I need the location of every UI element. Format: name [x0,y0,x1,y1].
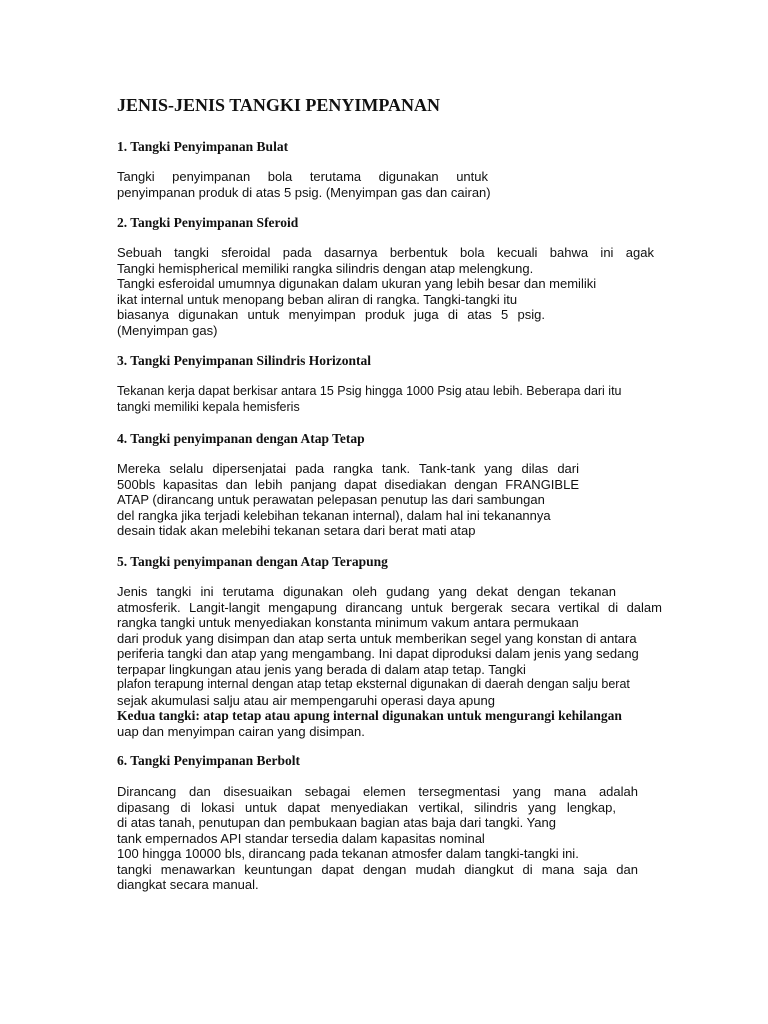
body-line: diangkat secara manual. [117,877,259,892]
section-body-3 [117,384,622,415]
body-line: ikat internal untuk menopang beban aliran di rangka. Tangki-tangki itu [117,291,518,307]
body-line-text: dipasang di lokasi untuk dapat menyediakan vertikal, silindris yang lengkap, [117,799,616,815]
body-line [117,584,616,600]
section-body-5 [117,584,682,739]
body-line-text: biasanya digunakan untuk menyimpan produk juga di atas 5 psig. [117,307,545,322]
body-line: di atas tanah, penutupan dan pembukaan bagian atas baja dari tangki. Yang [117,815,556,830]
body-line: Tangki hemispherical memiliki rangka silindris dengan atap melengkung. [117,260,534,276]
body-line: dari produk yang disimpan dan atap serta untuk memberikan segel yang konstan di antara [117,630,637,646]
body-line [117,307,545,323]
body-line: tank empernados API standar tersedia dalam kapasitas nominal [117,830,485,846]
body-line: atmosferik. Langit-langit mengapung dirancang untuk bergerak secara vertikal di dalam [117,599,662,615]
section-body-1 [117,169,491,200]
body-line: 100 hingga 10000 bls, dirancang pada tekanan atmosfer dalam tangki-tangki ini. [117,846,579,861]
body-line: 500bls kapasitas dan lebih panjang dapat disediakan dengan FRANGIBLE [117,476,579,492]
section-heading-1: 1. Tangki Penyimpanan Bulat [117,139,289,154]
body-line: sejak akumulasi salju atau air mempengaruhi operasi daya apung [117,692,495,708]
body-line: Sebuah tangki sferoidal pada dasarnya berbentuk bola kecuali bahwa ini agak [117,245,654,260]
body-line: tangki memiliki kepala hemisferis [117,399,300,414]
section-heading-5: 5. Tangki penyimpanan dengan Atap Terapung [117,554,388,569]
body-line-text: Jenis tangki ini terutama digunakan oleh gudang yang dekat dengan tekanan [117,584,616,599]
section-heading-2: 2. Tangki Penyimpanan Sferoid [117,215,299,230]
body-line: tangki menawarkan keuntungan dapat dengan mudah diangkut di mana saja dan [117,861,638,877]
document-title: JENIS-JENIS TANGKI PENYIMPANAN [117,95,441,115]
body-line: Tekanan kerja dapat berkisar antara 15 Psig hingga 1000 Psig atau lebih. Beberapa dari itu [117,384,622,398]
section-heading-3: 3. Tangki Penyimpanan Silindris Horizontal [117,353,371,368]
body-line: Dirancang dan disesuaikan sebagai elemen tersegmentasi yang mana adalah [117,784,638,799]
section-heading-6: 6. Tangki Penyimpanan Berbolt [117,753,301,768]
body-line: del rangka jika terjadi kelebihan tekanan internal), dalam hal ini tekanannya [117,507,551,523]
body-line: uap dan menyimpan cairan yang disimpan. [117,723,365,739]
section-body-6 [117,784,638,893]
body-line: penyimpanan produk di atas 5 psig. (Menyimpan gas dan cairan) [117,184,491,200]
section-heading-4: 4. Tangki penyimpanan dengan Atap Tetap [117,431,365,446]
body-line: Tangki penyimpanan bola terutama digunakan untuk [117,169,488,184]
body-line: desain tidak akan melebihi tekanan setara dari berat mati atap [117,523,476,538]
body-line [117,800,616,816]
body-line: Mereka selalu dipersenjatai pada rangka tank. Tank-tank yang dilas dari [117,461,579,476]
section-body-4 [117,461,579,539]
body-line: (Menyimpan gas) [117,322,218,338]
body-line: terpapar lingkungan atau jenis yang berada di dalam atap tetap. Tangki [117,661,526,677]
body-line: periferia tangki dan atap yang mengambang. Ini dapat diproduksi dalam jenis yang sedang [117,646,639,661]
body-line: ATAP (dirancang untuk perawatan pelepasan penutup las dari sambungan [117,492,545,507]
body-line: rangka tangki untuk menyediakan konstanta minimum vakum antara permukaan [117,615,579,630]
body-line: plafon terapung internal dengan atap tetap eksternal digunakan di daerah dengan salju berat [117,677,630,691]
section-body-2 [117,245,654,338]
body-line-bold: Kedua tangki: atap tetap atau apung internal digunakan untuk mengurangi kehilangan [117,708,622,723]
body-line: Tangki esferoidal umumnya digunakan dalam ukuran yang lebih besar dan memiliki [117,276,597,291]
